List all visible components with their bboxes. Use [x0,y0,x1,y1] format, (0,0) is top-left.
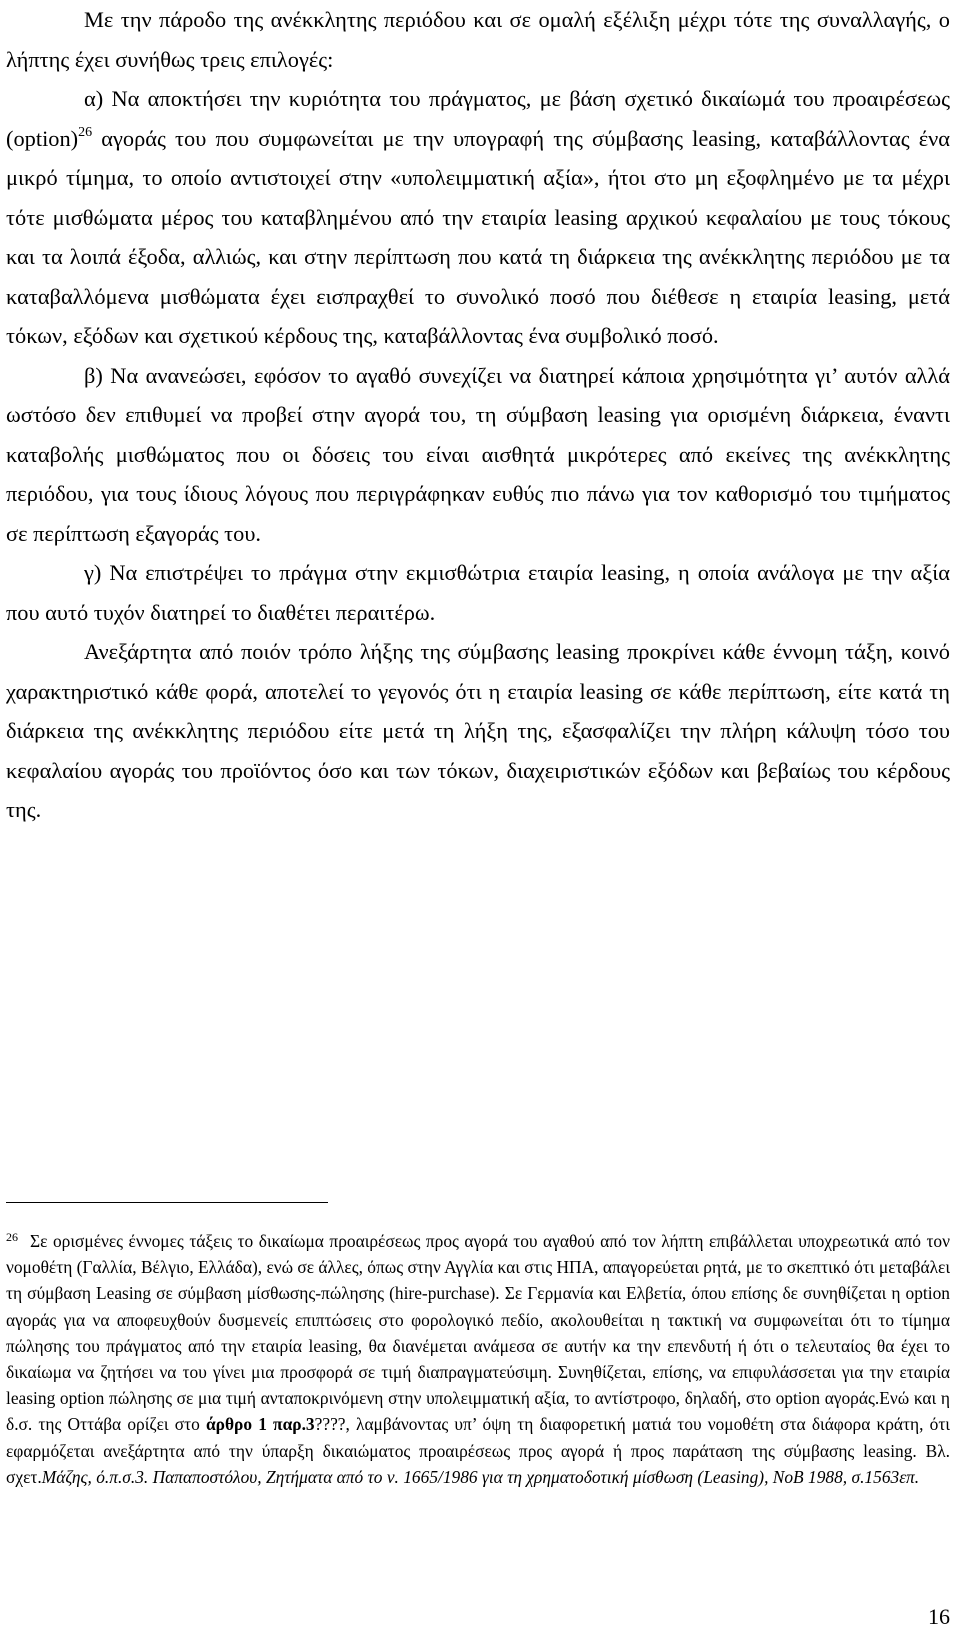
body-text [6,0,950,830]
footnote-citation: Μάζης, ό.π.σ.3. Παπαποστόλου, Ζητήματα από το ν. 1665/1986 για τη χρηματοδοτική μίσθωση (Leasing), ΝοΒ 1988, σ.1563επ. [41,1466,920,1487]
paragraph-option-a [6,79,950,356]
paragraph-conclusion: Ανεξάρτητα από ποιόν τρόπο λήξης της σύμβασης leasing προκρίνει κάθε έννομη τάξη, κοινό χαρακτηριστικό κάθε φορά, αποτελεί το γεγονός ότι η εταιρία leasing σε κάθε περίπτωση, είτε κατά τη διάρκεια της ανέκκλητης περιόδου είτε μετά τη λήξη της, εξασφαλίζει την πλήρη κάλυψη τόσο του κεφαλαίου αγοράς του προϊόντος όσο και των τόκων, διαχειριστικών εξόδων και βεβαίως του κέρδους της. [6,639,950,822]
option-a-text-start: α) Να αποκτήσει την κυριότητα του πράγματος, με βάση σχετικό δικαίωμά του προαιρέσεως (option) [6,86,950,151]
footnote-article-ref: άρθρο 1 παρ.3 [205,1414,315,1435]
footnote-separator [6,1202,328,1203]
footnote-number: 26 [6,1230,18,1244]
paragraph-option-b: β) Να ανανεώσει, εφόσον το αγαθό συνεχίζει να διατηρεί κάποια χρησιμότητα γι’ αυτόν αλλά ωστόσο δεν επιθυμεί να προβεί στην αγορά του, τη σύμβαση leasing για ορισμένη διάρκεια, έναντι καταβολής μισθώματος που οι δόσεις του είναι αισθητά μικρότερες από εκείνες της ανέκκλητης περιόδου, για τους ίδιους λόγους που περιγράφηκαν ευθύς πιο πάνω για τον καθορισμό του τιμήματος σε περίπτωση εξαγοράς του. [6,362,950,546]
page-number: 16 [928,1604,950,1629]
paragraph-option-c: γ) Να επιστρέψει το πράγμα στην εκμισθώτρια εταιρία leasing, η οποία ανάλογα με την αξία που αυτό τυχόν διατηρεί το διαθέτει περαιτέρω. [6,560,950,625]
option-a-text-end: αγοράς του που συμφωνείται με την υπογραφή της σύμβασης leasing, καταβάλλοντας ένα μικρό τίμημα, το οποίο αντιστοιχεί στην «υπολειμματική αξία», ήτοι στο μη εξοφλημένο με τα μέχρι τότε μισθώματα μέρος του καταβλημένου από την εταιρία leasing αρχικού κεφαλαίου με τους τόκους και τα λοιπά έξοδα, αλλιώς, και στην περίπτωση που κατά τη διάρκεια της ανέκκλητης περιόδου με τα καταβαλλόμενα μισθώματα έχει εισπραχθεί το συνολικό ποσό που διέθεσε η εταιρία leasing, μετά τόκων, εξόδων και σχετικού κέρδους της, καταβάλλοντας ένα συμβολικό ποσό. [6,125,950,348]
footnote-text-b: ????, λαμβάνοντας υπ’ όψη τη διαφορετική ματιά του νομοθέτη στα διάφορα κράτη, ότι εφαρμόζεται ανεξάρτητα από την ύπαρξη δικαιώματος προαιρέσεως προς αγορά ή προς παράταση της σύμβασης leasing. Βλ. σχετ. [6,1414,950,1487]
footnote-text-a: Σε ορισμένες έννομες τάξεις το δικαίωμα προαιρέσεως προς αγορά του αγαθού από τον λήπτη επιβάλλεται υποχρεωτικά από τον νομοθέτη (Γαλλία, Βέλγιο, Ελλάδα), ενώ σε άλλες, όπως στην Αγγλία και στις ΗΠΑ, απαγορεύεται ρητά, με το σκεπτικό ότι μεταβάλει τη σύμβαση Leasing σε σύμβαση μίσθωσης-πώλησης (hire-purchase). Σε Γερμανία και Ελβετία, όπου επίσης δε συνηθίζεται η option αγοράς για να αποφευχθούν δυσμενείς επιπτώσεις στο φορολογικό πεδίο, ακολουθείται η τακτική να συμφωνείται ότι το τίμημα πώλησης του πράγματος από την εταιρία leasing, θα διανέμεται ανάμεσα σε αυτήν κα την επενδυτή ή ότι ο τελευταίος θα έχει το δικαίωμα να ζητήσει να του γίνει μια προσφορά σε τιμή διαπραγματεύσιμη. Συνηθίζεται, επίσης, να επιφυλάσσεται για την εταιρία leasing option πώλησης σε μια τιμή ανταποκρινόμενη στην υπολειμματική αξία, το αντίστροφο, δηλαδή, στο option αγοράς.Ενώ και η δ.σ. της Οττάβα ορίζει στο [6,1231,950,1435]
footnote-26 [6,1228,950,1490]
footnote-reference[interactable]: 26 [78,124,93,140]
paragraph-intro: Με την πάροδο της ανέκκλητης περιόδου και σε ομαλή εξέλιξη μέχρι τότε της συναλλαγής, ο λήπτης έχει συνήθως τρεις επιλογές: [6,7,950,72]
